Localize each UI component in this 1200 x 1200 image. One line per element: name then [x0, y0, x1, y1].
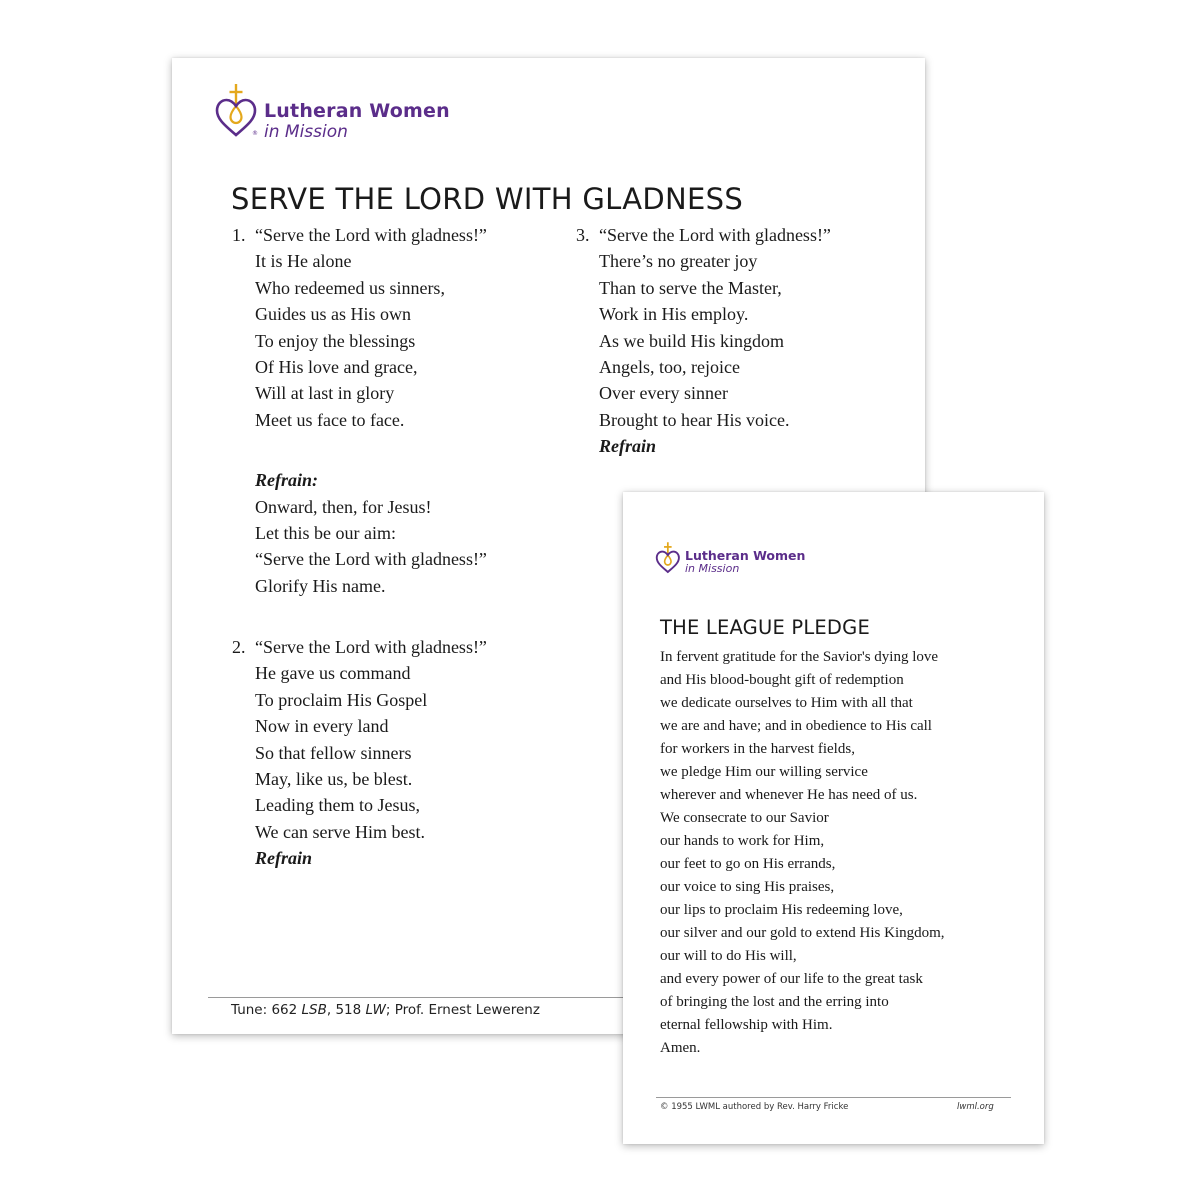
pledge-line: wherever and whenever He has need of us. [660, 787, 918, 803]
logo-line-2: in Mission [685, 562, 740, 575]
tune-lw: LW [365, 1002, 386, 1018]
footer-divider [656, 1097, 1011, 1098]
pledge-line: for workers in the harvest fields, [660, 741, 855, 757]
registered-mark: ® [252, 130, 258, 137]
tune-mid: , 518 [326, 1002, 366, 1018]
lwml-logo [214, 82, 454, 142]
pledge-line: of bringing the lost and the erring into [660, 994, 889, 1010]
pledge-line: we are and have; and in obedience to His call [660, 718, 932, 734]
logo-wordmark [685, 549, 805, 575]
verse-line: Work in His employ. [599, 304, 749, 325]
verse-line: “Serve the Lord with gladness!” [255, 225, 487, 245]
verse-line: Brought to hear His voice. [599, 409, 790, 430]
verse-number: 3. [576, 225, 590, 245]
pledge-card [623, 492, 1044, 1144]
tune-credit [231, 1002, 540, 1018]
cross-heart-icon [214, 82, 262, 140]
verse-line: Guides us as His own [255, 304, 411, 325]
verse-line: May, like us, be blest. [255, 769, 413, 790]
verse-line: “Serve the Lord with gladness!” [255, 637, 487, 657]
verse-line: Meet us face to face. [255, 409, 405, 430]
verse-line: As we build His kingdom [599, 330, 785, 351]
verse-line: So that fellow sinners [255, 742, 412, 763]
lwml-logo [655, 540, 815, 576]
verse-line: Will at last in glory [255, 383, 395, 404]
refrain-line: Let this be our aim: [255, 523, 396, 544]
verse-line: Leading them to Jesus, [255, 795, 420, 816]
pledge-line: our silver and our gold to extend His Kingdom, [660, 925, 945, 941]
verse-line: Than to serve the Master, [599, 277, 782, 298]
refrain-line: Glorify His name. [255, 575, 386, 596]
verse-number: 1. [232, 225, 246, 245]
pledge-line: our will to do His will, [660, 948, 797, 964]
refrain-line: Onward, then, for Jesus! [255, 496, 432, 517]
tune-lsb: LSB [301, 1002, 327, 1018]
verse-line: We can serve Him best. [255, 821, 425, 842]
pledge-line: we dedicate ourselves to Him with all that [660, 695, 913, 711]
verse-line: Angels, too, rejoice [599, 357, 740, 378]
refrain-label: Refrain: [255, 470, 318, 491]
verse-3 [576, 222, 831, 460]
verse-line: Now in every land [255, 716, 389, 737]
verse-line: Who redeemed us sinners, [255, 277, 445, 298]
verse-line: To proclaim His Gospel [255, 689, 428, 710]
pledge-line: our hands to work for Him, [660, 833, 825, 849]
tune-suffix: ; Prof. Ernest Lewerenz [385, 1002, 540, 1018]
refrain-label: Refrain [599, 436, 657, 457]
refrain-line: “Serve the Lord with gladness!” [255, 549, 487, 570]
pledge-line: We consecrate to our Savior [660, 810, 829, 826]
verse-line: Of His love and grace, [255, 357, 418, 378]
pledge-line: eternal fellowship with Him. [660, 1017, 833, 1033]
logo-wordmark [264, 100, 450, 142]
verse-line: There’s no greater joy [599, 251, 758, 272]
pledge-line: our feet to go on His errands, [660, 856, 836, 872]
pledge-line: Amen. [660, 1040, 701, 1056]
pledge-title: THE LEAGUE PLEDGE [660, 616, 870, 639]
logo-line-1: Lutheran Women [685, 548, 806, 563]
copyright-note: © 1955 LWML authored by Rev. Harry Fricke [660, 1102, 849, 1112]
hymn-title: SERVE THE LORD WITH GLADNESS [231, 182, 744, 216]
pledge-line: In fervent gratitude for the Savior's dying love [660, 649, 939, 665]
verse-1 [232, 222, 487, 599]
verse-line: To enjoy the blessings [255, 330, 416, 351]
tune-prefix: Tune: 662 [231, 1002, 302, 1018]
pledge-text [660, 646, 945, 1060]
verse-line: It is He alone [255, 251, 352, 272]
verse-line: Over every sinner [599, 383, 728, 404]
pledge-line: our voice to sing His praises, [660, 879, 835, 895]
website-link[interactable]: lwml.org [957, 1102, 994, 1112]
cross-heart-icon [655, 540, 683, 576]
verse-line: He gave us command [255, 663, 411, 684]
pledge-line: and His blood-bought gift of redemption [660, 672, 904, 688]
pledge-line: and every power of our life to the great task [660, 971, 923, 987]
refrain-label: Refrain [255, 848, 313, 869]
logo-line-2: in Mission [264, 122, 348, 142]
pledge-line: we pledge Him our willing service [660, 764, 868, 780]
pledge-line: our lips to proclaim His redeeming love, [660, 902, 903, 918]
logo-line-1: Lutheran Women [264, 100, 450, 122]
verse-line: “Serve the Lord with gladness!” [599, 225, 831, 245]
verse-2 [232, 634, 487, 872]
verse-number: 2. [232, 637, 246, 657]
